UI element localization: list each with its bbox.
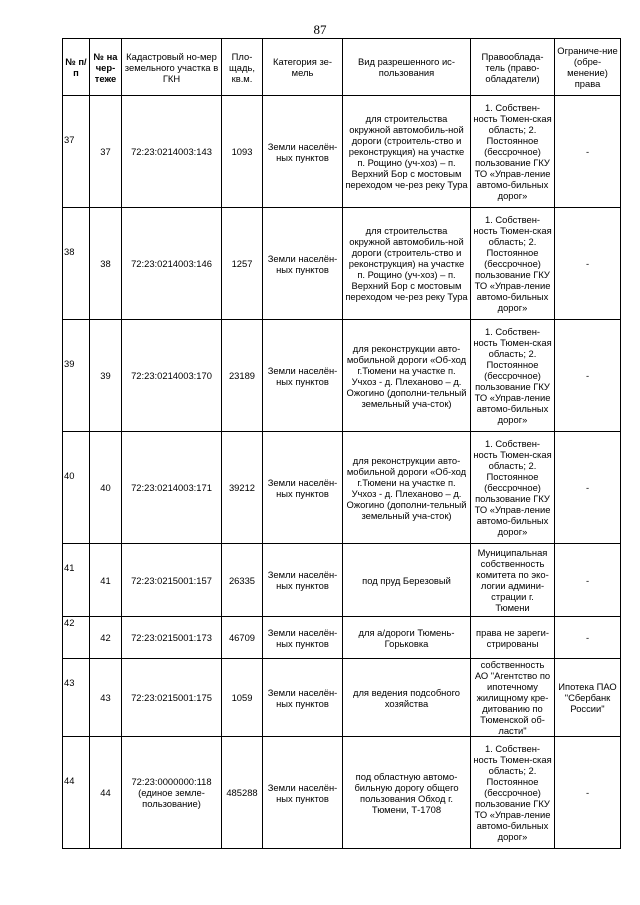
cell-category: Земли населён-ных пунктов	[263, 96, 343, 208]
header-encumbrance: Ограниче-ние (обре-менение) права	[555, 39, 621, 96]
cell-encumbrance: -	[555, 737, 621, 849]
cell-category: Земли населён-ных пунктов	[263, 737, 343, 849]
cell-area: 1093	[222, 96, 263, 208]
cell-encumbrance: Ипотека ПАО "Сбербанк России"	[555, 659, 621, 737]
cell-encumbrance: -	[555, 617, 621, 659]
cell-row-no: 40	[63, 432, 90, 544]
cell-cadastral: 72:23:0000000:118 (единое земле-пользование)	[122, 737, 222, 849]
cell-area: 1257	[222, 208, 263, 320]
header-rights-holder: Правооблада-тель (право-обладатели)	[471, 39, 555, 96]
cell-encumbrance: -	[555, 208, 621, 320]
table-row	[63, 617, 621, 659]
cell-drawing-no: 37	[90, 96, 122, 208]
cell-category: Земли населён-ных пунктов	[263, 320, 343, 432]
cell-area: 1059	[222, 659, 263, 737]
cell-permitted-use: для строительства окружной автомобиль-ной дороги (строитель-ство и реконструкция) на участке п. Рощино (уч-хоз) – п. Верхний Бор с мостовым переходом че-рез реку Тура	[343, 96, 471, 208]
cell-encumbrance: -	[555, 432, 621, 544]
cell-drawing-no: 44	[90, 737, 122, 849]
cell-category: Земли населён-ных пунктов	[263, 617, 343, 659]
cell-rights-holder: 1. Собствен-ность Тюмен-ская область; 2. Постоянное (бессрочное) пользование ГКУ ТО «Управ-ление автомо-бильных дорог»	[471, 432, 555, 544]
cell-rights-holder: собственность АО "Агентство по ипотечному жилищному кре-дитованию по Тюменской об-ласти"	[471, 659, 555, 737]
cell-permitted-use: под пруд Березовый	[343, 544, 471, 617]
cell-row-no: 41	[63, 544, 90, 617]
cell-row-no: 37	[63, 96, 90, 208]
cell-drawing-no: 43	[90, 659, 122, 737]
cell-row-no: 38	[63, 208, 90, 320]
cell-drawing-no: 41	[90, 544, 122, 617]
cell-drawing-no: 39	[90, 320, 122, 432]
table-row	[63, 737, 621, 849]
cell-row-no: 42	[63, 617, 90, 659]
cell-category: Земли населён-ных пунктов	[263, 432, 343, 544]
cell-encumbrance: -	[555, 96, 621, 208]
cell-permitted-use: для а/дороги Тюмень-Горьковка	[343, 617, 471, 659]
cell-rights-holder: 1. Собствен-ность Тюмен-ская область; 2. Постоянное (бессрочное) пользование ГКУ ТО «Управ-ление автомо-бильных дорог»	[471, 96, 555, 208]
land-plots-table	[62, 38, 621, 849]
cell-area: 23189	[222, 320, 263, 432]
table-row	[63, 320, 621, 432]
header-permitted-use: Вид разрешенного ис-пользования	[343, 39, 471, 96]
cell-drawing-no: 38	[90, 208, 122, 320]
table-row	[63, 659, 621, 737]
cell-drawing-no: 42	[90, 617, 122, 659]
table-header-row	[63, 39, 621, 96]
cell-encumbrance: -	[555, 320, 621, 432]
cell-permitted-use: для реконструкции авто-мобильной дороги «Об-ход г.Тюмени на участке п. Учхоз - д. Плеханово – д. Ожогино (дополни-тельный земельный уча-сток)	[343, 432, 471, 544]
cell-cadastral: 72:23:0215001:157	[122, 544, 222, 617]
cell-drawing-no: 40	[90, 432, 122, 544]
table-row	[63, 96, 621, 208]
cell-area: 46709	[222, 617, 263, 659]
cell-permitted-use: под областную автомо-бильную дорогу общего пользования Обход г. Тюмени, Т-1708	[343, 737, 471, 849]
cell-area: 485288	[222, 737, 263, 849]
cell-permitted-use: для строительства окружной автомобиль-ной дороги (строитель-ство и реконструкция) на участке п. Рощино (уч-хоз) – п. Верхний Бор с мостовым переходом че-рез реку Тура	[343, 208, 471, 320]
page-number: 87	[313, 22, 327, 37]
cell-permitted-use: для реконструкции авто-мобильной дороги «Об-ход г.Тюмени на участке п. Учхоз - д. Плеханово – д. Ожогино (дополни-тельный земельный уча-сток)	[343, 320, 471, 432]
header-row-no: № п/п	[63, 39, 90, 96]
cell-cadastral: 72:23:0215001:173	[122, 617, 222, 659]
cell-rights-holder: 1. Собствен-ность Тюмен-ская область; 2. Постоянное (бессрочное) пользование ГКУ ТО «Управ-ление автомо-бильных дорог»	[471, 208, 555, 320]
cell-area: 26335	[222, 544, 263, 617]
table-row	[63, 432, 621, 544]
cell-encumbrance: -	[555, 544, 621, 617]
cell-cadastral: 72:23:0214003:146	[122, 208, 222, 320]
cell-rights-holder: права не зареги-стрированы	[471, 617, 555, 659]
cell-category: Земли населён-ных пунктов	[263, 544, 343, 617]
table-row	[63, 544, 621, 617]
header-drawing-no: № на чер-теже	[90, 39, 122, 96]
header-category: Категория зе-мель	[263, 39, 343, 96]
cell-cadastral: 72:23:0214003:143	[122, 96, 222, 208]
cell-area: 39212	[222, 432, 263, 544]
cell-category: Земли населён-ных пунктов	[263, 208, 343, 320]
cell-rights-holder: 1. Собствен-ность Тюмен-ская область; 2. Постоянное (бессрочное) пользование ГКУ ТО «Управ-ление автомо-бильных дорог»	[471, 737, 555, 849]
header-area: Пло-щадь, кв.м.	[222, 39, 263, 96]
cell-rights-holder: Муниципальная собственность комитета по эко-логии админи-страции г. Тюмени	[471, 544, 555, 617]
cell-cadastral: 72:23:0214003:171	[122, 432, 222, 544]
header-cadastral: Кадастровый но-мер земельного участка в ГКН	[122, 39, 222, 96]
cell-cadastral: 72:23:0214003:170	[122, 320, 222, 432]
cell-row-no: 39	[63, 320, 90, 432]
cell-rights-holder: 1. Собствен-ность Тюмен-ская область; 2. Постоянное (бессрочное) пользование ГКУ ТО «Управ-ление автомо-бильных дорог»	[471, 320, 555, 432]
cell-permitted-use: для ведения подсобного хозяйства	[343, 659, 471, 737]
cell-row-no: 44	[63, 737, 90, 849]
cell-row-no: 43	[63, 659, 90, 737]
table-row	[63, 208, 621, 320]
cell-category: Земли населён-ных пунктов	[263, 659, 343, 737]
cell-cadastral: 72:23:0215001:175	[122, 659, 222, 737]
